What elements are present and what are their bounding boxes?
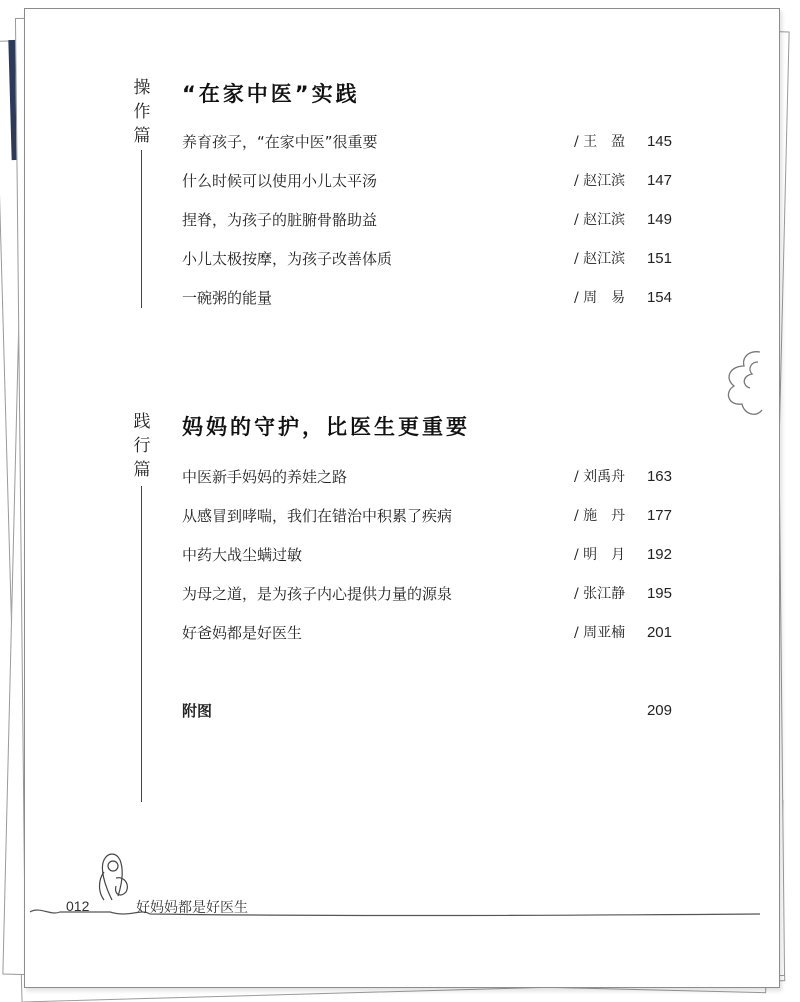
mother-child-icon — [100, 854, 128, 900]
toc-entry[interactable] — [182, 581, 672, 607]
entry-page: 195 — [646, 585, 672, 602]
section-divider-line — [141, 150, 142, 308]
entry-author: / 周亚楠 — [574, 625, 626, 641]
entry-author: / 赵江滨 — [574, 251, 626, 267]
entry-author: / 张江静 — [574, 586, 626, 602]
entry-author: / 明 月 — [574, 547, 626, 563]
running-book-title: 好妈妈都是好医生 — [136, 900, 248, 916]
entry-title: 从感冒到哮喘，我们在错治中积累了疾病 — [182, 507, 453, 525]
entry-title: 中药大战尘螨过敏 — [182, 546, 303, 564]
entry-author: / 赵江滨 — [574, 212, 626, 228]
entry-page: 177 — [646, 507, 672, 524]
toc-entry[interactable] — [182, 542, 672, 568]
entry-title: 捏脊，为孩子的脏腑骨骼助益 — [182, 211, 378, 229]
entry-title: 好爸妈都是好医生 — [182, 624, 303, 642]
entry-author: / 王 盈 — [574, 134, 626, 150]
entry-page: 192 — [646, 546, 672, 563]
section-label-practice: 践行篇 — [133, 412, 151, 480]
entry-page: 154 — [646, 289, 672, 306]
entry-page: 201 — [646, 624, 672, 641]
toc-entry[interactable] — [182, 503, 672, 529]
entry-title: 小儿太极按摩，为孩子改善体质 — [182, 250, 393, 268]
entry-title: 养育孩子，“在家中医”很重要 — [182, 133, 378, 151]
toc-entry[interactable] — [182, 620, 672, 646]
entry-title: 中医新手妈妈的养娃之路 — [182, 468, 348, 486]
entry-title: 为母之道，是为孩子内心提供力量的源泉 — [182, 585, 453, 603]
appendix-page: 209 — [646, 702, 672, 719]
entry-author: / 刘禹舟 — [574, 469, 626, 485]
entry-page: 149 — [646, 211, 672, 228]
page-number: 012 — [66, 898, 90, 914]
section-divider-line — [141, 486, 142, 802]
entry-author: / 赵江滨 — [574, 173, 626, 189]
toc-entry-appendix[interactable] — [182, 698, 672, 724]
section-title-mother-guard: 妈妈的守护，比医生更重要 — [182, 415, 470, 439]
toc-entry[interactable] — [182, 464, 672, 490]
appendix-title: 附图 — [182, 702, 213, 720]
entry-page: 163 — [646, 468, 672, 485]
toc-entry[interactable] — [182, 246, 672, 272]
cloud-icon — [728, 352, 762, 415]
toc-entry[interactable] — [182, 168, 672, 194]
entry-page: 145 — [646, 133, 672, 150]
toc-entry[interactable] — [182, 129, 672, 155]
toc-entry[interactable] — [182, 285, 672, 311]
entry-title: 什么时候可以使用小儿太平汤 — [182, 172, 378, 190]
entry-title: 一碗粥的能量 — [182, 289, 273, 307]
toc-entry[interactable] — [182, 207, 672, 233]
entry-page: 147 — [646, 172, 672, 189]
section-title-practice: “在家中医”实践 — [182, 82, 360, 106]
entry-author: / 施 丹 — [574, 508, 626, 524]
entry-author: / 周 易 — [574, 290, 626, 306]
section-label-operation: 操作篇 — [133, 78, 151, 146]
entry-page: 151 — [646, 250, 672, 267]
